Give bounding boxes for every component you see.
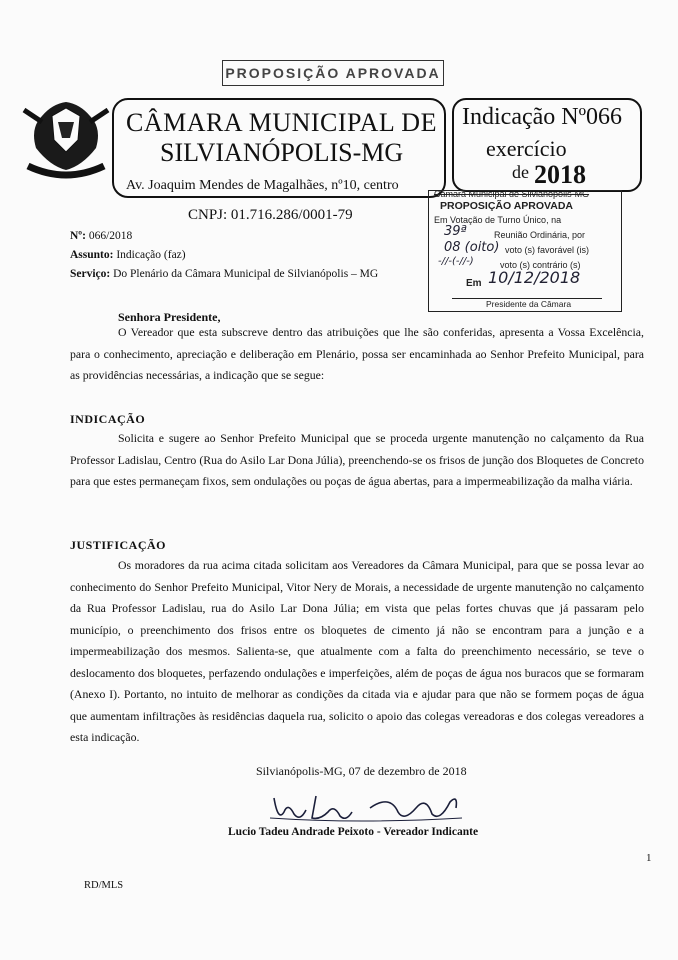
meta-servico: Serviço: Do Plenário da Câmara Municipal de Silvianópolis – MG: [70, 268, 379, 280]
cnpj: CNPJ: 01.716.286/0001-79: [188, 207, 353, 223]
stamp-hand-votes-against: -//-(-//-): [438, 256, 474, 267]
municipal-crest-icon: [22, 88, 110, 180]
page-mark: 1: [646, 852, 652, 864]
stamp-hand-votes-for: 08 (oito): [444, 240, 500, 255]
camara-name-line2: SILVIANÓPOLIS-MG: [160, 138, 404, 167]
indicacao-heading: INDICAÇÃO: [70, 412, 146, 426]
indicacao-paragraph: Solicita e sugere ao Senhor Prefeito Municipal que se proceda urgente manutenção no calçamento da Rua Professor Ladislau, Centro (Rua do Asilo Lar Dona Júlia), preenchendo-se os frisos de junção dos Bloquetes de Concreto para que estes permaneçam fixos, sem ondulações ou poças de água abertas, para a impermeabilização da malha viária.: [70, 431, 644, 488]
exercicio-year: 2018: [534, 160, 586, 189]
stamp-hand-date: 10/12/2018: [488, 268, 581, 287]
stamp-hand-session: 39ª: [444, 224, 467, 239]
intro-paragraph: O Vereador que esta subscreve dentro das atribuições que lhe são conferidas, apresenta a Vossa Excelência, para o conhecimento, apreciação e deliberação em Plenário, possa ser encaminhada ao Senhor Prefeito Municipal, para as providências necessárias, a indicação que se segue:: [70, 325, 644, 382]
stamp-line3: voto (s) favorável (is): [505, 245, 590, 255]
stamp-line4: voto (s) contrário (s): [500, 260, 581, 270]
signature-icon: [270, 788, 465, 826]
signer-name: Lucio Tadeu Andrade Peixoto - Vereador Indicante: [228, 826, 479, 838]
stamp-camara-line: Câmara Municipal de Silvianópolis-MG: [434, 189, 590, 199]
exercicio-de-label: de: [512, 162, 529, 182]
camara-name-line1: CÂMARA MUNICIPAL DE: [126, 108, 437, 137]
salutation: Senhora Presidente,: [118, 310, 221, 324]
approved-stamp-top: PROPOSIÇÃO APROVADA: [222, 60, 444, 86]
initials: RD/MLS: [84, 880, 124, 891]
indicacao-number: Indicação Nº066: [462, 104, 623, 130]
exercicio-label: exercício: [486, 136, 567, 161]
stamp-line2: Reunião Ordinária, por: [494, 230, 586, 240]
stamp-footer: Presidente da Câmara: [486, 299, 572, 309]
justificacao-paragraph: Os moradores da rua acima citada solicitam aos Vereadores da Câmara Municipal, para que se possa levar ao conhecimento do Senhor Prefeito Municipal, Vitor Nery de Morais, a necessidade de urgente manutenção no calçamento da Rua Professor Ladislau, rua do Asilo Lar Dona Júlia; em vista que pelas fortes chuvas que já passaram pelo município, o preenchimento dos frisos entre os bloquetes de cimento já não se encontram para a junção e a impermeabilização dos mesmos. Salienta-se, que atualmente com a falta do preenchimento necessário, se teve o deslocamento dos bloquetes, perfazendo ondulações e imperfeições, além de poças de água nos buracos que se formaram (Anexo I). Portanto, no intuito de melhorar as condições da citada via e ajudar para que não se formem poças de água que aumentam infiltrações às residências daquela rua, solicito o apoio das colegas vereadoras e dos colegas vereadores a esta indicação.: [70, 558, 644, 744]
stamp-line5: Em: [466, 278, 482, 289]
meta-assunto: Assunto: Indicação (faz): [70, 249, 186, 261]
stamp-line1: Em Votação de Turno Único, na: [434, 215, 562, 225]
address: Av. Joaquim Mendes de Magalhães, nº10, centro: [126, 178, 399, 193]
stamp-heading: PROPOSIÇÃO APROVADA: [440, 200, 574, 212]
justificacao-heading: JUSTIFICAÇÃO: [70, 538, 167, 552]
date-line: Silvianópolis-MG, 07 de dezembro de 2018: [256, 764, 467, 778]
meta-numero: Nº: 066/2018: [70, 230, 133, 242]
